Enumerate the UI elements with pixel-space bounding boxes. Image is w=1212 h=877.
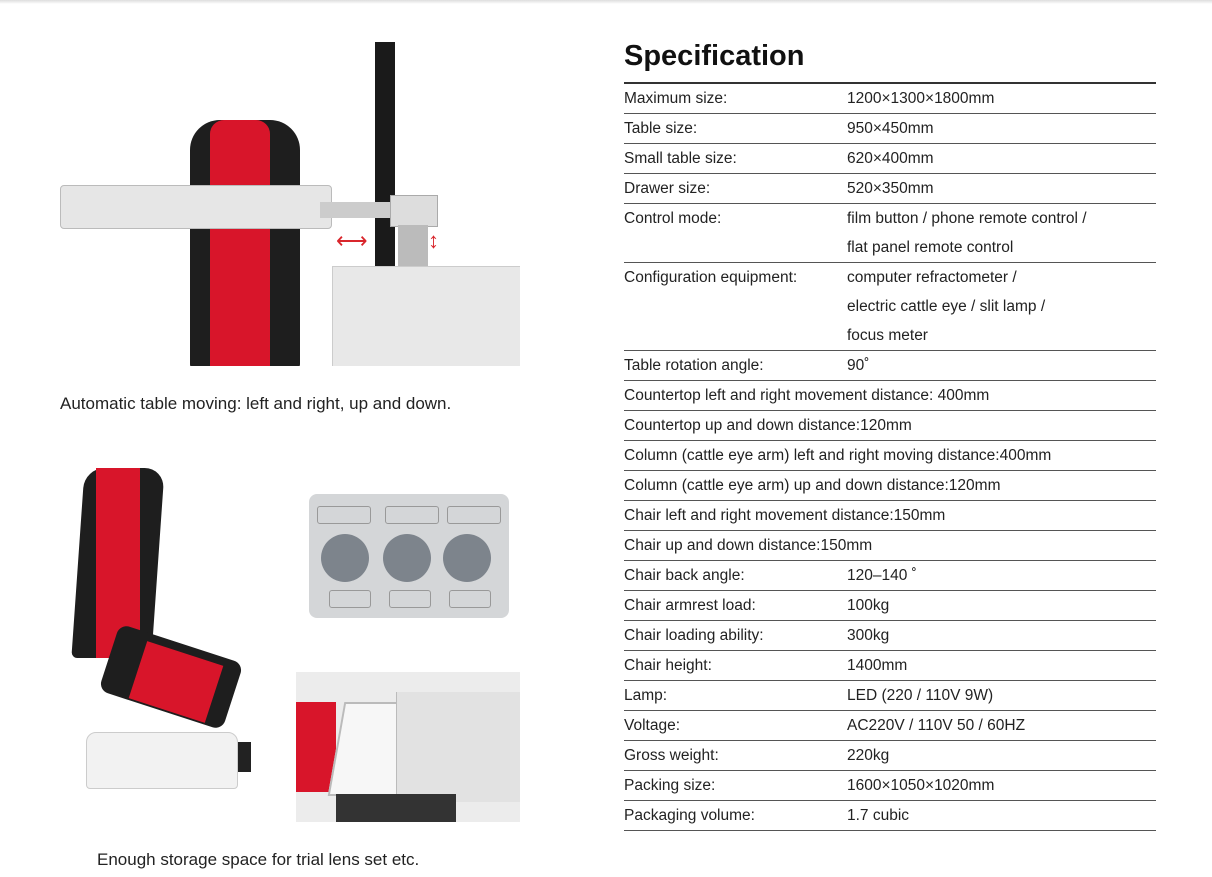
spec-value: [847, 591, 1156, 620]
spec-key: Packaging volume:: [624, 807, 755, 824]
left-right-arrow-icon: ⟷: [336, 228, 368, 253]
spec-row: [624, 681, 1156, 711]
spec-row: [624, 84, 1156, 114]
spec-text: Chair up and down distance:150mm: [624, 537, 873, 554]
spec-text: Countertop left and right movement distance: 400mm: [624, 387, 990, 404]
spec-row: [624, 771, 1156, 801]
spec-value-line: 120–140 ˚: [847, 567, 917, 584]
photo-drawer: [296, 672, 520, 822]
spec-value-line: 520×350mm: [847, 180, 934, 197]
spec-row: [624, 711, 1156, 741]
spec-key: Chair loading ability:: [624, 627, 764, 644]
spec-row: [624, 741, 1156, 771]
spec-value-line: 90˚: [847, 357, 870, 374]
spec-value-line: 220kg: [847, 747, 890, 764]
spec-value-line: flat panel remote control: [847, 239, 1014, 256]
spec-value-line: electric cattle eye / slit lamp /: [847, 298, 1046, 315]
spec-row: [624, 651, 1156, 681]
spec-value: [847, 681, 1156, 710]
spec-value: [847, 144, 1156, 173]
spec-key: Small table size:: [624, 150, 737, 167]
spec-row: [624, 411, 1156, 441]
spec-value: [847, 651, 1156, 680]
spec-value: [847, 351, 1156, 380]
spec-key: Chair back angle:: [624, 567, 745, 584]
spec-text: Chair left and right movement distance:150mm: [624, 507, 946, 524]
spec-key: Gross weight:: [624, 747, 719, 764]
spec-value-line: film button / phone remote control /: [847, 210, 1087, 227]
spec-value: [847, 741, 1156, 770]
spec-key: Packing size:: [624, 777, 716, 794]
spec-row: [624, 441, 1156, 471]
spec-text: Countertop up and down distance:120mm: [624, 417, 912, 434]
spec-value: [847, 561, 1156, 590]
spec-key: Maximum size:: [624, 90, 728, 107]
spec-table: [624, 82, 1156, 831]
spec-row: [624, 381, 1156, 411]
spec-key: Chair armrest load:: [624, 597, 756, 614]
spec-row: [624, 144, 1156, 174]
spec-row: [624, 174, 1156, 204]
spec-row: [624, 471, 1156, 501]
spec-row: [624, 263, 1156, 351]
spec-value: [847, 114, 1156, 143]
spec-row: [624, 591, 1156, 621]
top-shadow: [0, 0, 1212, 4]
spec-value-line: 100kg: [847, 597, 890, 614]
spec-key: Voltage:: [624, 717, 681, 734]
spec-row: [624, 801, 1156, 831]
spec-value-line: 950×450mm: [847, 120, 934, 137]
spec-value-line: 1400mm: [847, 657, 908, 674]
spec-key: Lamp:: [624, 687, 668, 704]
photo-control-panel: [309, 494, 509, 618]
spec-key: Chair height:: [624, 657, 712, 674]
spec-value-line: 620×400mm: [847, 150, 934, 167]
spec-value-line: computer refractometer /: [847, 269, 1017, 286]
spec-key: Control mode:: [624, 210, 722, 227]
spec-row: [624, 561, 1156, 591]
spec-value: [847, 621, 1156, 650]
spec-value: [847, 263, 1156, 350]
photo-chair: [66, 462, 262, 822]
spec-value: [847, 711, 1156, 740]
spec-value-line: 1600×1050×1020mm: [847, 777, 995, 794]
caption-storage: Enough storage space for trial lens set etc.: [97, 850, 420, 869]
spec-row: [624, 531, 1156, 561]
spec-key: Drawer size:: [624, 180, 711, 197]
spec-row: [624, 621, 1156, 651]
spec-value-line: 1.7 cubic: [847, 807, 910, 824]
spec-title: Specification: [624, 40, 805, 72]
spec-value: [847, 174, 1156, 203]
spec-text: Column (cattle eye arm) up and down distance:120mm: [624, 477, 1001, 494]
spec-text: Column (cattle eye arm) left and right moving distance:400mm: [624, 447, 1052, 464]
spec-value: [847, 771, 1156, 800]
spec-value: [847, 84, 1156, 113]
spec-value: [847, 204, 1156, 262]
spec-key: Configuration equipment:: [624, 269, 798, 286]
photo-table-moving: [60, 40, 520, 366]
spec-key: Table rotation angle:: [624, 357, 764, 374]
spec-value-line: 300kg: [847, 627, 890, 644]
spec-value-line: AC220V / 110V 50 / 60HZ: [847, 717, 1026, 734]
spec-row: [624, 114, 1156, 144]
spec-value: [847, 801, 1156, 830]
up-down-arrow-icon: ↕: [428, 228, 439, 253]
spec-value-line: focus meter: [847, 327, 928, 344]
spec-key: Table size:: [624, 120, 698, 137]
spec-row: [624, 351, 1156, 381]
spec-value-line: 1200×1300×1800mm: [847, 90, 995, 107]
spec-row: [624, 501, 1156, 531]
spec-row: [624, 204, 1156, 263]
spec-value-line: LED (220 / 110V 9W): [847, 687, 994, 704]
caption-table-moving: Automatic table moving: left and right, up and down.: [60, 394, 452, 413]
